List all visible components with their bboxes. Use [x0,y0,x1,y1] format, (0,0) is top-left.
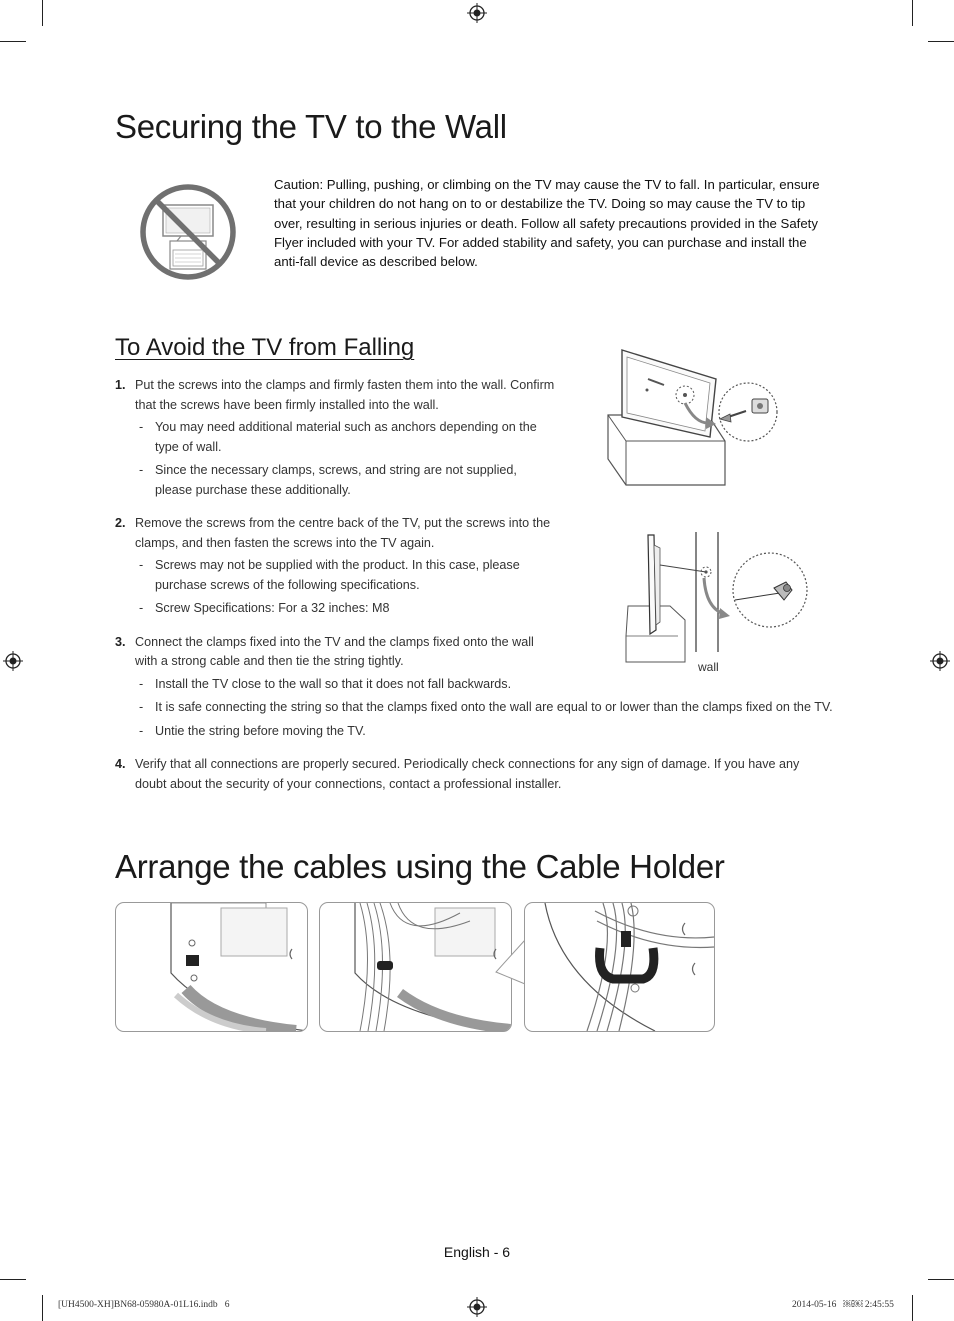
crop-mark [0,1279,26,1280]
step-text: Remove the screws from the centre back of the TV, put the screws into the clamps, and then fasten the screws into the TV again. [135,516,551,550]
crop-mark [0,41,26,42]
crop-mark [928,41,954,42]
page-number: English - 6 [443,1244,511,1260]
crop-mark [912,1295,913,1321]
crop-mark [912,0,913,26]
cable-holder-detail-panel [524,902,715,1032]
step-number: 1. [115,378,126,392]
cable-holder-step-2-panel [319,902,512,1032]
step-number: 3. [115,634,126,649]
page-title: Securing the TV to the Wall [115,108,507,145]
step-note: - It is safe connecting the string so that the clamps fixed onto the wall are equal to or lower than the clamps fixed on the TV. [139,700,833,714]
step-note: - Screw Specifications: For a 32 inches: M8 [139,601,390,615]
wall-label: wall [698,660,719,674]
step-note: - Since the necessary clamps, screws, and string are not supplied, please purchase these additionally. [139,463,517,497]
no-climbing-warning-icon [139,183,237,281]
caution-text: Caution: Pulling, pushing, or climbing on the TV may cause the TV to fall. In particular, ensure that your children do not hang on to or destabilize the TV. Doing so may cause the TV to tip over, resulting in serious injuries or death. Follow all safety precautions provided in the Safety Flyer included with your TV. For added stability and safety, you can purchase and install the anti-fall device as described below. [274,177,820,270]
section-title-avoid-falling: To Avoid the TV from Falling [115,334,415,361]
registration-mark-icon [467,1297,487,1317]
step-text: Verify that all connections are properly secured. Periodically check connections for any sign of damage. If you have any doubt about the security of your connections, contact a professional installer. [135,757,800,791]
step-number: 2. [115,516,126,530]
section-title-cable-holder: Arrange the cables using the Cable Holder [115,848,725,885]
registration-mark-icon [467,3,487,23]
registration-mark-icon [3,651,23,671]
crop-mark [928,1279,954,1280]
tv-clamp-illustration [600,345,815,493]
print-slug-date: 2014-05-16 ￼￼ 2:45:55 [792,1300,894,1310]
step-number: 4. [115,757,126,771]
cable-holder-closeup-icon [525,903,714,1031]
step-note: - You may need additional material such as anchors depending on the type of wall. [139,420,537,454]
tv-back-clamp-slot-icon [116,903,307,1031]
step-note: - Install the TV close to the wall so that it does not fall backwards. [139,676,512,691]
step-4 [115,755,825,794]
step-text: Put the screws into the clamps and firmly fasten them into the wall. Confirm that the screws have been firmly installed into the wall. [135,378,555,412]
step-note: - Screws may not be supplied with the product. In this case, please purchase screws of the following specifications. [139,558,520,592]
crop-mark [42,1295,43,1321]
cable-holder-step-1-panel [115,902,308,1032]
crop-mark [42,0,43,26]
tv-wall-cable-illustration [620,530,815,668]
step-text: Connect the clamps fixed into the TV and the clamps fixed onto the wall with a strong cable and then tie the string tightly. [135,634,534,668]
registration-mark-icon [930,651,950,671]
print-slug-file: [UH4500-XH]BN68-05980A-01L16.indb 6 [58,1300,230,1310]
step-note: - Untie the string before moving the TV. [139,723,366,738]
cables-in-holder-icon [320,903,511,1031]
zoom-pointer-icon [494,938,526,988]
